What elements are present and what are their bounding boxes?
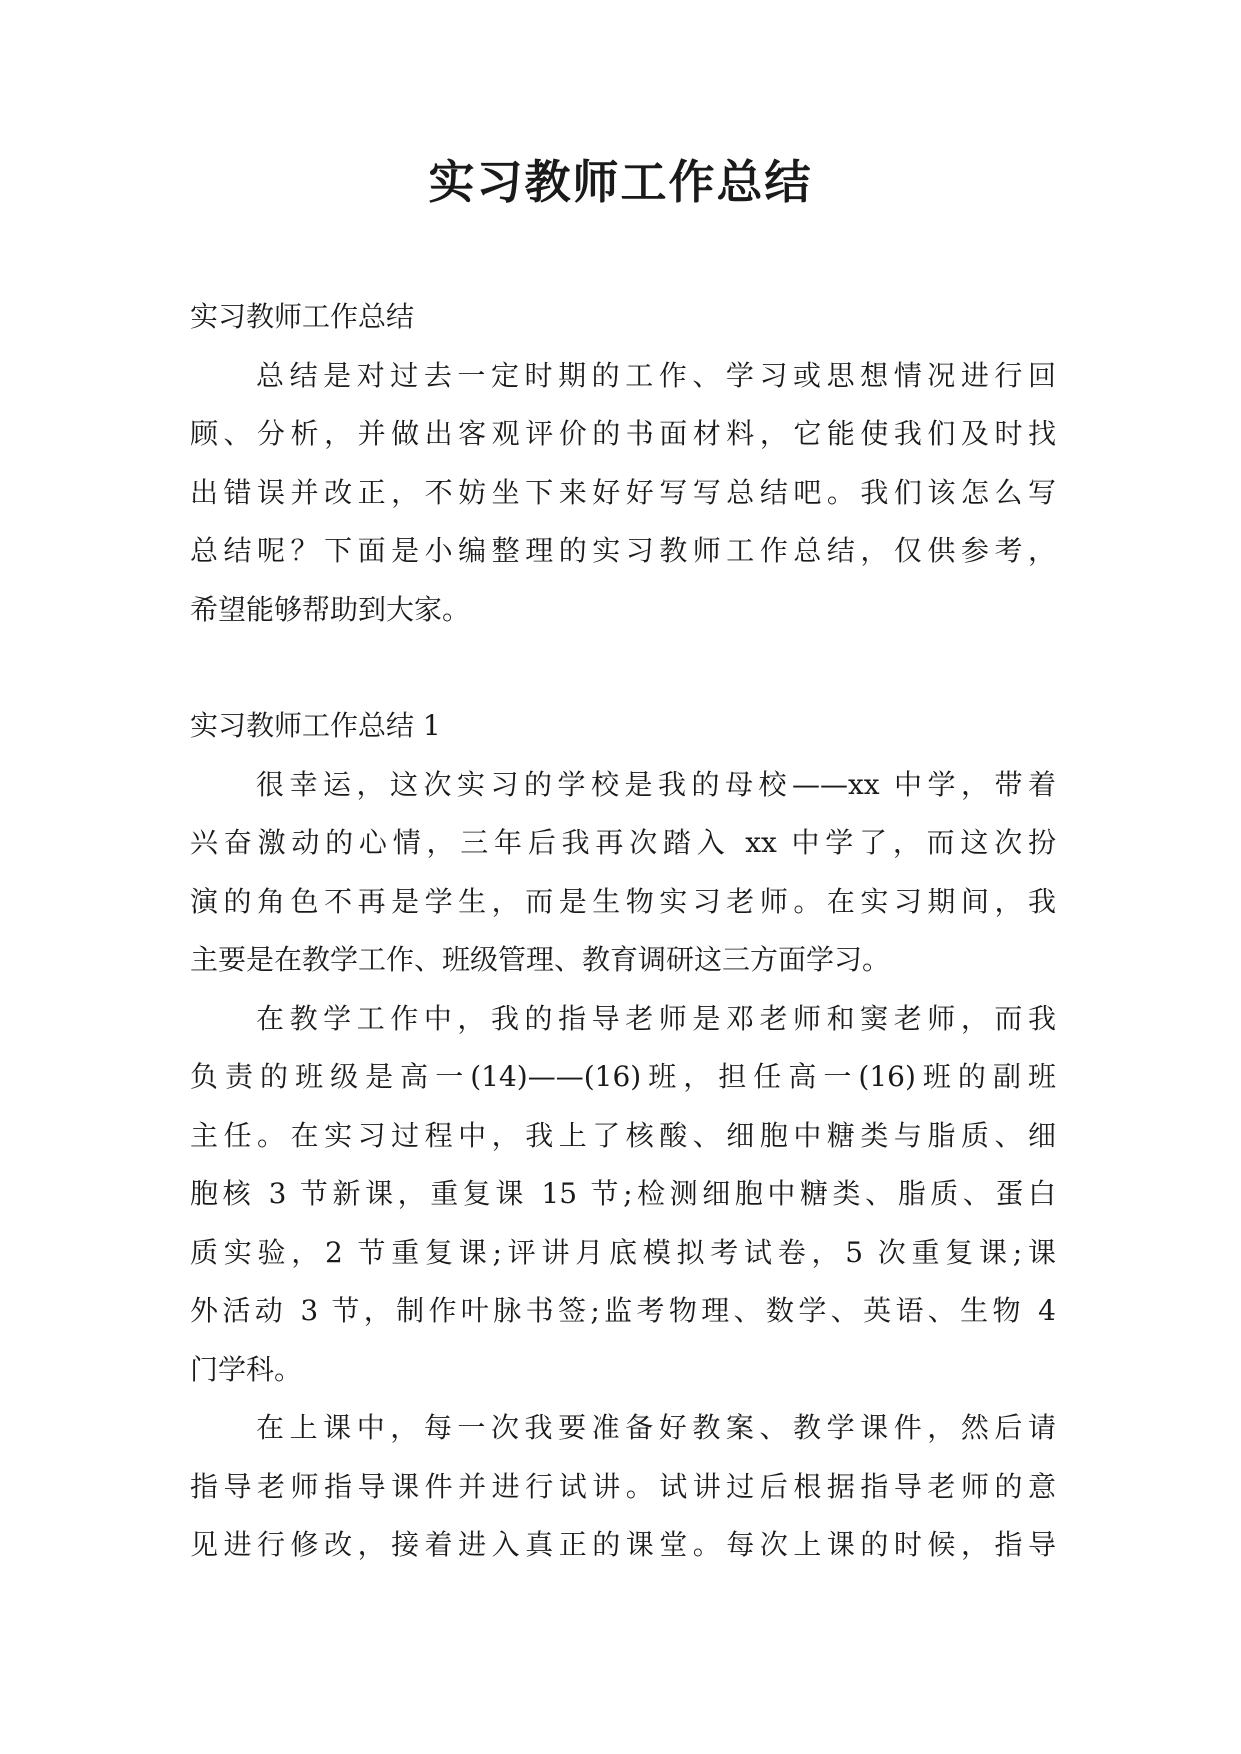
paragraph-line: 希望能够帮助到大家。 xyxy=(190,592,471,626)
paragraph-line: 负责的班级是高一(14)——(16)班，担任高一(16)班的副班 xyxy=(190,1060,1056,1093)
paragraph-line: 在上课中，每一次我要准备好教案、教学课件，然后请 xyxy=(256,1411,1056,1444)
paragraph-line: 质实验，2 节重复课;评讲月底模拟考试卷，5 次重复课;课 xyxy=(190,1235,1056,1269)
paragraph-line: 总结是对过去一定时期的工作、学习或思想情况进行回 xyxy=(256,358,1056,392)
paragraph-line: 胞核 3 节新课，重复课 15 节;检测细胞中糖类、脂质、蛋白 xyxy=(190,1177,1056,1210)
intro-paragraph xyxy=(190,347,1056,640)
paragraph-3 xyxy=(190,1399,1056,1575)
paragraph-line: 顾、分析，并做出客观评价的书面材料，它能使我们及时找 xyxy=(190,417,1056,450)
paragraph-line: 指导老师指导课件并进行试讲。试讲过后根据指导老师的意 xyxy=(190,1469,1056,1503)
document-title: 实习教师工作总结 xyxy=(428,155,813,209)
paragraph-line: 见进行修改，接着进入真正的课堂。每次上课的时候，指导 xyxy=(190,1528,1056,1561)
paragraph-line: 很幸运，这次实习的学校是我的母校——xx 中学，带着 xyxy=(256,767,1056,801)
document-body xyxy=(190,288,1056,1575)
paragraph-line: 主任。在实习过程中，我上了核酸、细胞中糖类与脂质、细 xyxy=(190,1118,1056,1152)
section-heading: 实习教师工作总结 1 xyxy=(190,709,441,742)
paragraph-line: 总结呢？下面是小编整理的实习教师工作总结，仅供参考， xyxy=(190,534,1056,567)
paragraph-1 xyxy=(190,756,1056,990)
paragraph-line: 主要是在教学工作、班级管理、教育调研这三方面学习。 xyxy=(190,943,891,976)
document-subtitle: 实习教师工作总结 xyxy=(190,300,415,333)
paragraph-2 xyxy=(190,990,1056,1400)
paragraph-line: 门学科。 xyxy=(190,1352,303,1386)
paragraph-line: 演的角色不再是学生，而是生物实习老师。在实习期间，我 xyxy=(190,884,1056,918)
section-spacer xyxy=(190,639,1056,697)
paragraph-line: 外活动 3 节，制作叶脉书签;监考物理、数学、英语、生物 4 xyxy=(190,1294,1056,1327)
paragraph-line: 兴奋激动的心情，三年后我再次踏入 xx 中学了，而这次扮 xyxy=(190,826,1056,859)
paragraph-line: 出错误并改正，不妨坐下来好好写写总结吧。我们该怎么写 xyxy=(190,475,1056,509)
paragraph-line: 在教学工作中，我的指导老师是邓老师和窦老师，而我 xyxy=(256,1001,1056,1035)
